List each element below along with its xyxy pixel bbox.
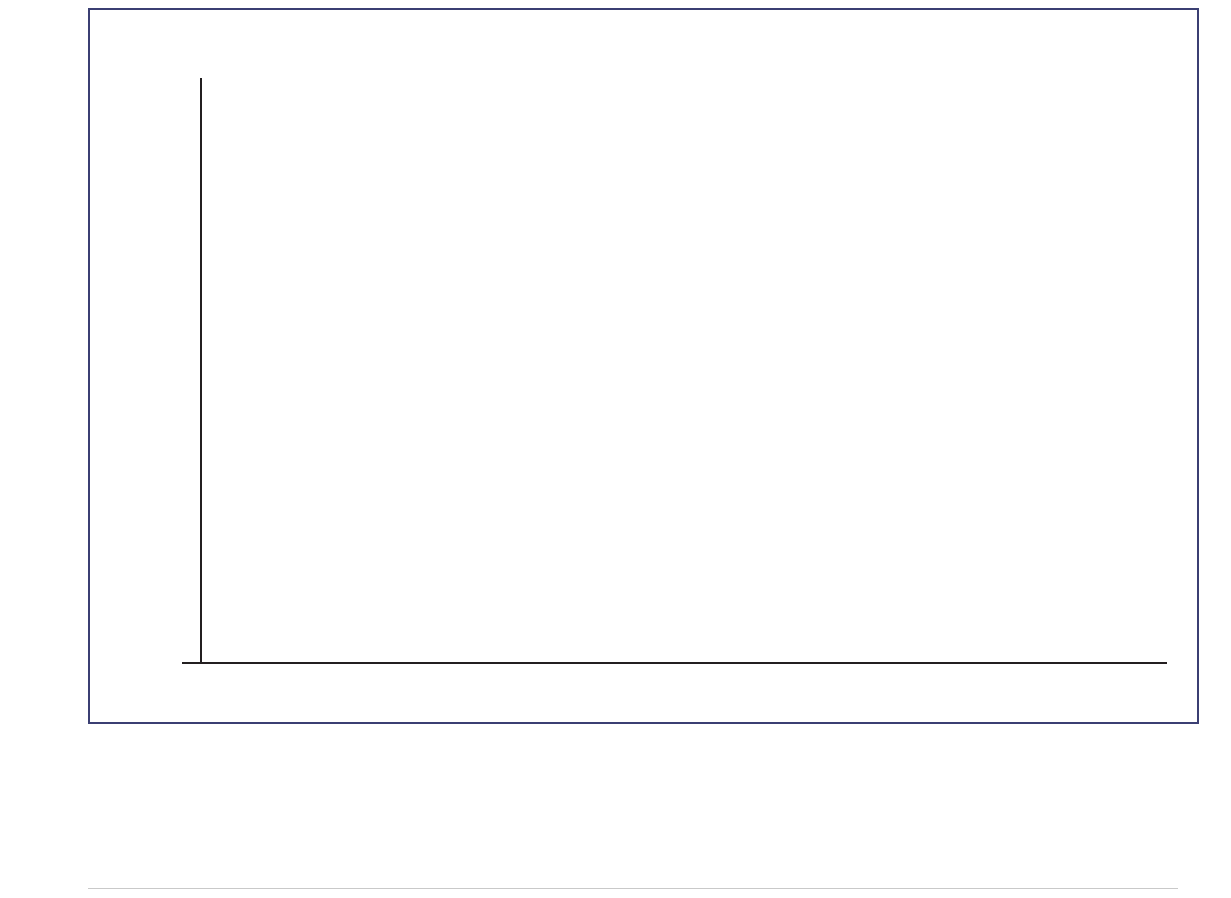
legend-swatch-rented-leased [672, 32, 692, 52]
legend-swatch-owner-operated [570, 32, 590, 52]
chart-legend [570, 32, 702, 52]
legend-item-owner-operated [570, 32, 600, 52]
chart-inner [90, 10, 1197, 722]
plot-area [200, 78, 1155, 663]
figure-caption [88, 748, 1178, 756]
legend-item-rented-leased [672, 32, 702, 52]
chart-panel [88, 8, 1199, 724]
page-divider [88, 888, 1178, 889]
bar-group [200, 78, 1155, 663]
